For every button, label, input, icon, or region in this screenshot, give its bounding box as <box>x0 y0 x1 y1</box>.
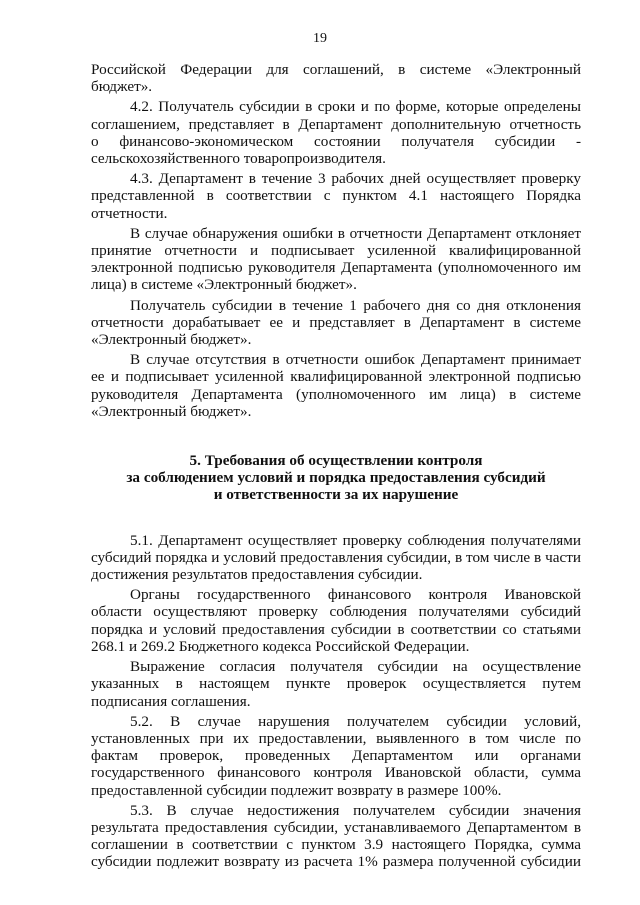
paragraph-5-3 <box>91 802 581 871</box>
section-5-heading <box>91 452 581 504</box>
text-line: 268.1 и 269.2 Бюджетного кодекса Российской Федерации. <box>91 637 470 655</box>
paragraph-5-2 <box>91 713 581 799</box>
text-line: 4.2. Получатель субсидии в сроки и по форме, которые определены <box>130 98 581 116</box>
heading-line: и ответственности за их нарушение <box>213 486 459 504</box>
text-line: В случае обнаружения ошибки в отчетности Департамент отклоняет <box>130 224 581 242</box>
paragraph-consent <box>91 658 581 710</box>
text-line: В случае отсутствия в отчетности ошибок Департамент принимает <box>130 351 581 369</box>
text-line: установленных при их предоставлении, выявленного в том числе по <box>91 729 581 747</box>
text-line: Российской Федерации для соглашений, в системе «Электронный <box>91 61 581 78</box>
text-line: фактам проверок, проведенных Департаментом или органами <box>91 747 581 765</box>
text-line: указанных в настоящем пункте проверок осуществляется путем <box>91 675 581 693</box>
paragraph-4-2 <box>91 98 581 167</box>
text-line: 4.3. Департамент в течение 3 рабочих дней осуществляет проверку <box>130 170 581 188</box>
text-line: отчетности дорабатывает ее и представляет в Департамент в системе <box>91 313 581 331</box>
text-line: порядка и условий предоставления субсидии в соответствии со статьями <box>91 620 581 638</box>
text-line: сельскохозяйственного товаропроизводителя. <box>91 150 386 168</box>
text-line: отчетности. <box>91 204 168 222</box>
text-line: бюджет». <box>91 78 153 96</box>
text-line: субсидий порядка и условий предоставления субсидии, в том числе в части <box>91 548 581 566</box>
text-line: соглашении в соответствии с пунктом 3.9 настоящего Порядка, сумма <box>91 836 581 854</box>
paragraph-continuation <box>91 61 581 95</box>
paragraph-4-3 <box>91 170 581 222</box>
paragraph-rework <box>91 297 581 349</box>
text-line: электронной подписью руководителя Департамента (уполномоченного им <box>91 259 581 277</box>
text-line: Выражение согласия получателя субсидии на осуществление <box>130 658 581 676</box>
text-line: о финансово-экономическом состоянии получателя субсидии - <box>91 132 581 150</box>
text-line: соглашением, представляет в Департамент дополнительную отчетность <box>91 115 581 133</box>
text-line: государственного финансового контроля Ивановской области, сумма <box>91 764 581 782</box>
text-line: «Электронный бюджет». <box>91 402 252 420</box>
text-line: предоставленной субсидии подлежит возврату в размере 100%. <box>91 781 502 799</box>
text-line: 5.1. Департамент осуществляет проверку соблюдения получателями <box>130 531 581 549</box>
text-line: 5.2. В случае нарушения получателем субсидии условий, <box>130 712 581 730</box>
heading-line: за соблюдением условий и порядка предоставления субсидий <box>126 469 546 487</box>
text-line: принятие отчетности и подписывает усиленной квалифицированной <box>91 242 581 260</box>
paragraph-control-organs <box>91 586 581 655</box>
page-number: 19 <box>313 31 327 46</box>
text-line: лица) в системе «Электронный бюджет». <box>91 276 357 294</box>
text-line: области осуществляют проверку соблюдения получателями субсидий <box>91 603 581 621</box>
text-line: подписания соглашения. <box>91 692 251 710</box>
text-line: 5.3. В случае недостижения получателем субсидии значения <box>130 801 581 819</box>
paragraph-error-case <box>91 225 581 294</box>
text-line: субсидии подлежит возврату из расчета 1% размера полученной субсидии <box>91 853 581 871</box>
text-line: «Электронный бюджет». <box>91 331 252 349</box>
paragraph-accept <box>91 351 581 420</box>
text-line: результата предоставления субсидии, устанавливаемого Департаментом в <box>91 818 581 836</box>
text-line: Получатель субсидии в течение 1 рабочего дня со дня отклонения <box>130 296 581 314</box>
text-line: достижения результатов предоставления субсидии. <box>91 566 423 584</box>
text-line: ее и подписывает усиленной квалифицированной электронной подписью <box>91 368 581 386</box>
text-line: руководителя Департамента (уполномоченного им лица) в системе <box>91 385 581 403</box>
heading-line: 5. Требования об осуществлении контроля <box>189 452 483 470</box>
text-line: Органы государственного финансового контроля Ивановской <box>130 586 581 604</box>
page-content <box>91 61 581 871</box>
text-line: представленной в соответствии с пунктом 4.1 настоящего Порядка <box>91 187 581 205</box>
paragraph-5-1 <box>91 532 581 584</box>
